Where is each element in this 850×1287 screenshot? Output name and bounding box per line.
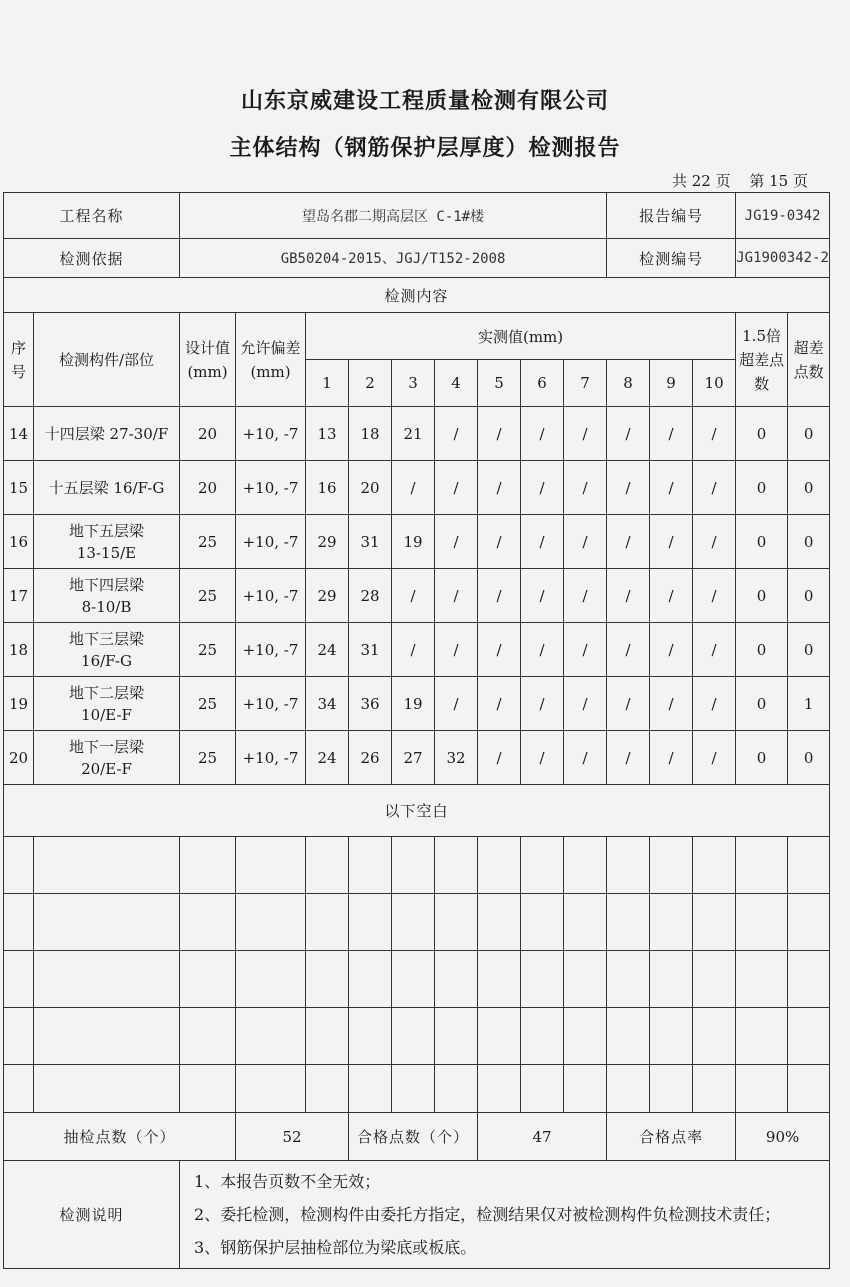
empty-cell bbox=[349, 1008, 392, 1065]
notes-label: 检测说明 bbox=[4, 1161, 180, 1269]
row-design: 25 bbox=[180, 515, 236, 569]
row-measured-value: / bbox=[607, 515, 650, 569]
row-measured-value: 21 bbox=[392, 407, 435, 461]
row-measured-value: / bbox=[564, 407, 607, 461]
notes-row bbox=[4, 1161, 830, 1269]
row-measured-value: / bbox=[607, 461, 650, 515]
pass-label: 合格点数（个） bbox=[349, 1113, 478, 1161]
row-measured-value: / bbox=[607, 407, 650, 461]
basis-value: GB50204-2015、JGJ/T152-2008 bbox=[180, 239, 607, 278]
row-measured-value: / bbox=[650, 677, 693, 731]
seq-header: 序号 bbox=[4, 313, 34, 407]
basis-label: 检测依据 bbox=[4, 239, 180, 278]
row-member: 地下四层梁 8-10/B bbox=[34, 569, 180, 623]
row-member: 地下二层梁 10/E-F bbox=[34, 677, 180, 731]
row-measured-value: / bbox=[435, 677, 478, 731]
row-measured-value: / bbox=[435, 407, 478, 461]
report-title: 主体结构（钢筋保护层厚度）检测报告 bbox=[229, 135, 621, 161]
empty-cell bbox=[392, 894, 435, 951]
row-design: 25 bbox=[180, 623, 236, 677]
row-measured-value: / bbox=[607, 677, 650, 731]
row-measured-value: / bbox=[693, 623, 736, 677]
row-measured-value: / bbox=[564, 569, 607, 623]
row-measured-value: 19 bbox=[392, 515, 435, 569]
row-measured-value: / bbox=[521, 677, 564, 731]
row-measured-value: 36 bbox=[349, 677, 392, 731]
row-tolerance: +10, -7 bbox=[236, 407, 306, 461]
row-measured-value: 24 bbox=[306, 623, 349, 677]
empty-cell bbox=[180, 837, 236, 894]
row-measured-value: / bbox=[607, 569, 650, 623]
empty-cell bbox=[180, 951, 236, 1008]
empty-cell bbox=[478, 1065, 521, 1113]
row-seq: 18 bbox=[4, 623, 34, 677]
row-measured-value: 16 bbox=[306, 461, 349, 515]
sample-label: 抽检点数（个） bbox=[4, 1113, 236, 1161]
row-measured-value: / bbox=[650, 461, 693, 515]
empty-cell bbox=[607, 894, 650, 951]
empty-cell bbox=[4, 837, 34, 894]
empty-cell bbox=[521, 1008, 564, 1065]
design-header: 设计值(mm) bbox=[180, 313, 236, 407]
empty-cell bbox=[736, 837, 788, 894]
empty-cell bbox=[306, 951, 349, 1008]
empty-cell bbox=[349, 951, 392, 1008]
row-over15: 0 bbox=[736, 515, 788, 569]
empty-cell bbox=[693, 951, 736, 1008]
row-measured-value: / bbox=[693, 677, 736, 731]
empty-cell bbox=[435, 837, 478, 894]
empty-cell bbox=[349, 837, 392, 894]
empty-cell bbox=[4, 894, 34, 951]
empty-cell bbox=[521, 894, 564, 951]
empty-cell bbox=[236, 1008, 306, 1065]
row-measured-value: / bbox=[693, 407, 736, 461]
measured-col-header: 9 bbox=[650, 360, 693, 407]
empty-cell bbox=[693, 837, 736, 894]
row-measured-value: / bbox=[392, 623, 435, 677]
row-measured-value: 13 bbox=[306, 407, 349, 461]
empty-cell bbox=[349, 894, 392, 951]
row-over15: 0 bbox=[736, 569, 788, 623]
row-measured-value: / bbox=[607, 731, 650, 785]
empty-row bbox=[4, 951, 830, 1008]
row-measured-value: / bbox=[693, 569, 736, 623]
row-measured-value: / bbox=[435, 623, 478, 677]
test-no-value: JG1900342-2 bbox=[736, 239, 830, 278]
empty-row bbox=[4, 894, 830, 951]
empty-cell bbox=[478, 951, 521, 1008]
row-measured-value: / bbox=[521, 569, 564, 623]
row-measured-value: / bbox=[521, 515, 564, 569]
row-measured-value: / bbox=[435, 461, 478, 515]
report-no-label: 报告编号 bbox=[607, 193, 736, 239]
table-row bbox=[4, 461, 830, 515]
empty-cell bbox=[736, 1065, 788, 1113]
empty-cell bbox=[435, 1065, 478, 1113]
row-member: 十四层梁 27-30/F bbox=[34, 407, 180, 461]
empty-cell bbox=[650, 1065, 693, 1113]
row-measured-value: 31 bbox=[349, 623, 392, 677]
empty-cell bbox=[180, 1008, 236, 1065]
tolerance-header: 允许偏差(mm) bbox=[236, 313, 306, 407]
empty-cell bbox=[521, 1065, 564, 1113]
measured-col-header: 3 bbox=[392, 360, 435, 407]
report-table bbox=[3, 192, 830, 1269]
row-tolerance: +10, -7 bbox=[236, 569, 306, 623]
row-measured-value: / bbox=[478, 569, 521, 623]
empty-cell bbox=[564, 894, 607, 951]
notes-content bbox=[180, 1161, 830, 1269]
row-measured-value: 24 bbox=[306, 731, 349, 785]
row-measured-value: / bbox=[564, 623, 607, 677]
rate-value: 90% bbox=[736, 1113, 830, 1161]
row-measured-value: 18 bbox=[349, 407, 392, 461]
empty-cell bbox=[607, 1008, 650, 1065]
empty-cell bbox=[306, 1065, 349, 1113]
row-over: 0 bbox=[788, 569, 830, 623]
table-row bbox=[4, 731, 830, 785]
row-seq: 20 bbox=[4, 731, 34, 785]
row-measured-value: / bbox=[650, 407, 693, 461]
row-over15: 0 bbox=[736, 731, 788, 785]
empty-cell bbox=[607, 951, 650, 1008]
empty-cell bbox=[607, 837, 650, 894]
empty-cell bbox=[180, 1065, 236, 1113]
row-measured-value: / bbox=[564, 515, 607, 569]
row-over: 0 bbox=[788, 407, 830, 461]
row-tolerance: +10, -7 bbox=[236, 623, 306, 677]
test-no-label: 检测编号 bbox=[607, 239, 736, 278]
empty-cell bbox=[564, 837, 607, 894]
table-row bbox=[4, 407, 830, 461]
measured-col-header: 8 bbox=[607, 360, 650, 407]
empty-cell bbox=[521, 837, 564, 894]
row-measured-value: 28 bbox=[349, 569, 392, 623]
measured-col-header: 4 bbox=[435, 360, 478, 407]
empty-cell bbox=[788, 894, 830, 951]
content-label: 检测内容 bbox=[4, 278, 830, 313]
empty-row bbox=[4, 1065, 830, 1113]
empty-cell bbox=[34, 1008, 180, 1065]
row-member: 十五层梁 16/F-G bbox=[34, 461, 180, 515]
row-measured-value: / bbox=[564, 731, 607, 785]
row-measured-value: / bbox=[693, 461, 736, 515]
empty-cell bbox=[392, 951, 435, 1008]
empty-cell bbox=[180, 894, 236, 951]
empty-cell bbox=[34, 894, 180, 951]
empty-cell bbox=[306, 837, 349, 894]
measured-col-header: 5 bbox=[478, 360, 521, 407]
row-measured-value: 19 bbox=[392, 677, 435, 731]
row-measured-value: / bbox=[521, 731, 564, 785]
note-line: 2、委托检测，检测构件由委托方指定，检测结果仅对被检测构件负检测技术责任； bbox=[194, 1205, 781, 1224]
row-measured-value: / bbox=[478, 407, 521, 461]
measured-header: 实测值(mm) bbox=[306, 313, 736, 360]
empty-cell bbox=[650, 837, 693, 894]
empty-cell bbox=[392, 1065, 435, 1113]
empty-cell bbox=[435, 894, 478, 951]
row-measured-value: 26 bbox=[349, 731, 392, 785]
summary-row bbox=[4, 1113, 830, 1161]
row-tolerance: +10, -7 bbox=[236, 515, 306, 569]
content-row bbox=[4, 278, 830, 313]
row-measured-value: / bbox=[521, 407, 564, 461]
project-row bbox=[4, 193, 830, 239]
empty-cell bbox=[693, 1065, 736, 1113]
row-measured-value: / bbox=[521, 461, 564, 515]
row-measured-value: / bbox=[693, 731, 736, 785]
measured-col-header: 2 bbox=[349, 360, 392, 407]
empty-cell bbox=[736, 894, 788, 951]
sample-value: 52 bbox=[236, 1113, 349, 1161]
rate-label: 合格点率 bbox=[607, 1113, 736, 1161]
empty-cell bbox=[4, 1008, 34, 1065]
row-measured-value: / bbox=[478, 515, 521, 569]
row-tolerance: +10, -7 bbox=[236, 731, 306, 785]
row-member: 地下三层梁 16/F-G bbox=[34, 623, 180, 677]
basis-row bbox=[4, 239, 830, 278]
row-measured-value: / bbox=[435, 515, 478, 569]
row-measured-value: 31 bbox=[349, 515, 392, 569]
row-measured-value: / bbox=[478, 461, 521, 515]
row-design: 20 bbox=[180, 407, 236, 461]
table-row bbox=[4, 569, 830, 623]
empty-cell bbox=[478, 1008, 521, 1065]
column-header-row-1 bbox=[4, 313, 830, 360]
row-over15: 0 bbox=[736, 623, 788, 677]
empty-cell bbox=[788, 1008, 830, 1065]
report-no-value: JG19-0342 bbox=[736, 193, 830, 239]
table-row bbox=[4, 515, 830, 569]
empty-cell bbox=[435, 951, 478, 1008]
empty-row bbox=[4, 837, 830, 894]
empty-cell bbox=[478, 837, 521, 894]
row-seq: 16 bbox=[4, 515, 34, 569]
over15-header: 1.5倍超差点数 bbox=[736, 313, 788, 407]
note-line: 3、钢筋保护层抽检部位为梁底或板底。 bbox=[194, 1238, 477, 1257]
project-name-label: 工程名称 bbox=[4, 193, 180, 239]
empty-cell bbox=[236, 951, 306, 1008]
blank-text-row bbox=[4, 785, 830, 837]
row-seq: 14 bbox=[4, 407, 34, 461]
over-header: 超差点数 bbox=[788, 313, 830, 407]
empty-cell bbox=[392, 837, 435, 894]
measured-col-header: 6 bbox=[521, 360, 564, 407]
row-design: 25 bbox=[180, 731, 236, 785]
row-measured-value: / bbox=[478, 677, 521, 731]
empty-cell bbox=[650, 894, 693, 951]
row-seq: 15 bbox=[4, 461, 34, 515]
row-measured-value: 32 bbox=[435, 731, 478, 785]
empty-cell bbox=[236, 894, 306, 951]
project-name-value: 望岛名郡二期高层区 C-1#楼 bbox=[180, 193, 607, 239]
row-design: 25 bbox=[180, 569, 236, 623]
empty-cell bbox=[34, 951, 180, 1008]
row-member: 地下五层梁 13-15/E bbox=[34, 515, 180, 569]
row-measured-value: / bbox=[650, 623, 693, 677]
row-measured-value: / bbox=[521, 623, 564, 677]
empty-cell bbox=[788, 837, 830, 894]
company-title: 山东京威建设工程质量检测有限公司 bbox=[240, 88, 609, 114]
row-measured-value: 29 bbox=[306, 569, 349, 623]
pass-value: 47 bbox=[478, 1113, 607, 1161]
row-over: 0 bbox=[788, 515, 830, 569]
row-measured-value: 29 bbox=[306, 515, 349, 569]
row-measured-value: / bbox=[564, 461, 607, 515]
empty-cell bbox=[236, 837, 306, 894]
empty-row bbox=[4, 1008, 830, 1065]
row-over15: 0 bbox=[736, 407, 788, 461]
empty-cell bbox=[349, 1065, 392, 1113]
row-measured-value: / bbox=[478, 731, 521, 785]
row-measured-value: / bbox=[392, 569, 435, 623]
total-pages: 共 22 页 bbox=[671, 172, 731, 190]
empty-cell bbox=[693, 894, 736, 951]
empty-cell bbox=[34, 1065, 180, 1113]
row-measured-value: 20 bbox=[349, 461, 392, 515]
empty-cell bbox=[521, 951, 564, 1008]
empty-cell bbox=[788, 1065, 830, 1113]
row-measured-value: / bbox=[435, 569, 478, 623]
note-line: 1、本报告页数不全无效； bbox=[194, 1172, 381, 1191]
empty-cell bbox=[392, 1008, 435, 1065]
empty-cell bbox=[564, 951, 607, 1008]
measured-col-header: 7 bbox=[564, 360, 607, 407]
row-over15: 0 bbox=[736, 461, 788, 515]
row-measured-value: 34 bbox=[306, 677, 349, 731]
blank-text: 以下空白 bbox=[4, 785, 830, 837]
row-measured-value: / bbox=[650, 515, 693, 569]
row-member: 地下一层梁 20/E-F bbox=[34, 731, 180, 785]
row-measured-value: / bbox=[693, 515, 736, 569]
row-design: 25 bbox=[180, 677, 236, 731]
empty-cell bbox=[788, 951, 830, 1008]
row-measured-value: 27 bbox=[392, 731, 435, 785]
row-measured-value: / bbox=[650, 731, 693, 785]
empty-cell bbox=[435, 1008, 478, 1065]
current-page: 第 15 页 bbox=[749, 172, 808, 190]
empty-cell bbox=[306, 1008, 349, 1065]
row-measured-value: / bbox=[478, 623, 521, 677]
page-info bbox=[658, 170, 808, 191]
empty-cell bbox=[650, 1008, 693, 1065]
empty-cell bbox=[34, 837, 180, 894]
empty-cell bbox=[607, 1065, 650, 1113]
row-measured-value: / bbox=[392, 461, 435, 515]
empty-cell bbox=[306, 894, 349, 951]
empty-cell bbox=[693, 1008, 736, 1065]
empty-cell bbox=[478, 894, 521, 951]
empty-cell bbox=[564, 1008, 607, 1065]
row-tolerance: +10, -7 bbox=[236, 677, 306, 731]
row-over15: 0 bbox=[736, 677, 788, 731]
empty-cell bbox=[736, 1008, 788, 1065]
measured-col-header: 10 bbox=[693, 360, 736, 407]
row-over: 1 bbox=[788, 677, 830, 731]
row-measured-value: / bbox=[650, 569, 693, 623]
empty-cell bbox=[236, 1065, 306, 1113]
empty-cell bbox=[4, 951, 34, 1008]
row-measured-value: / bbox=[607, 623, 650, 677]
row-design: 20 bbox=[180, 461, 236, 515]
row-over: 0 bbox=[788, 623, 830, 677]
table-row bbox=[4, 623, 830, 677]
row-seq: 19 bbox=[4, 677, 34, 731]
row-over: 0 bbox=[788, 731, 830, 785]
row-measured-value: / bbox=[564, 677, 607, 731]
empty-cell bbox=[736, 951, 788, 1008]
table-row bbox=[4, 677, 830, 731]
row-seq: 17 bbox=[4, 569, 34, 623]
empty-cell bbox=[564, 1065, 607, 1113]
row-tolerance: +10, -7 bbox=[236, 461, 306, 515]
measured-col-header: 1 bbox=[306, 360, 349, 407]
empty-cell bbox=[650, 951, 693, 1008]
row-over: 0 bbox=[788, 461, 830, 515]
member-header: 检测构件/部位 bbox=[34, 313, 180, 407]
empty-cell bbox=[4, 1065, 34, 1113]
